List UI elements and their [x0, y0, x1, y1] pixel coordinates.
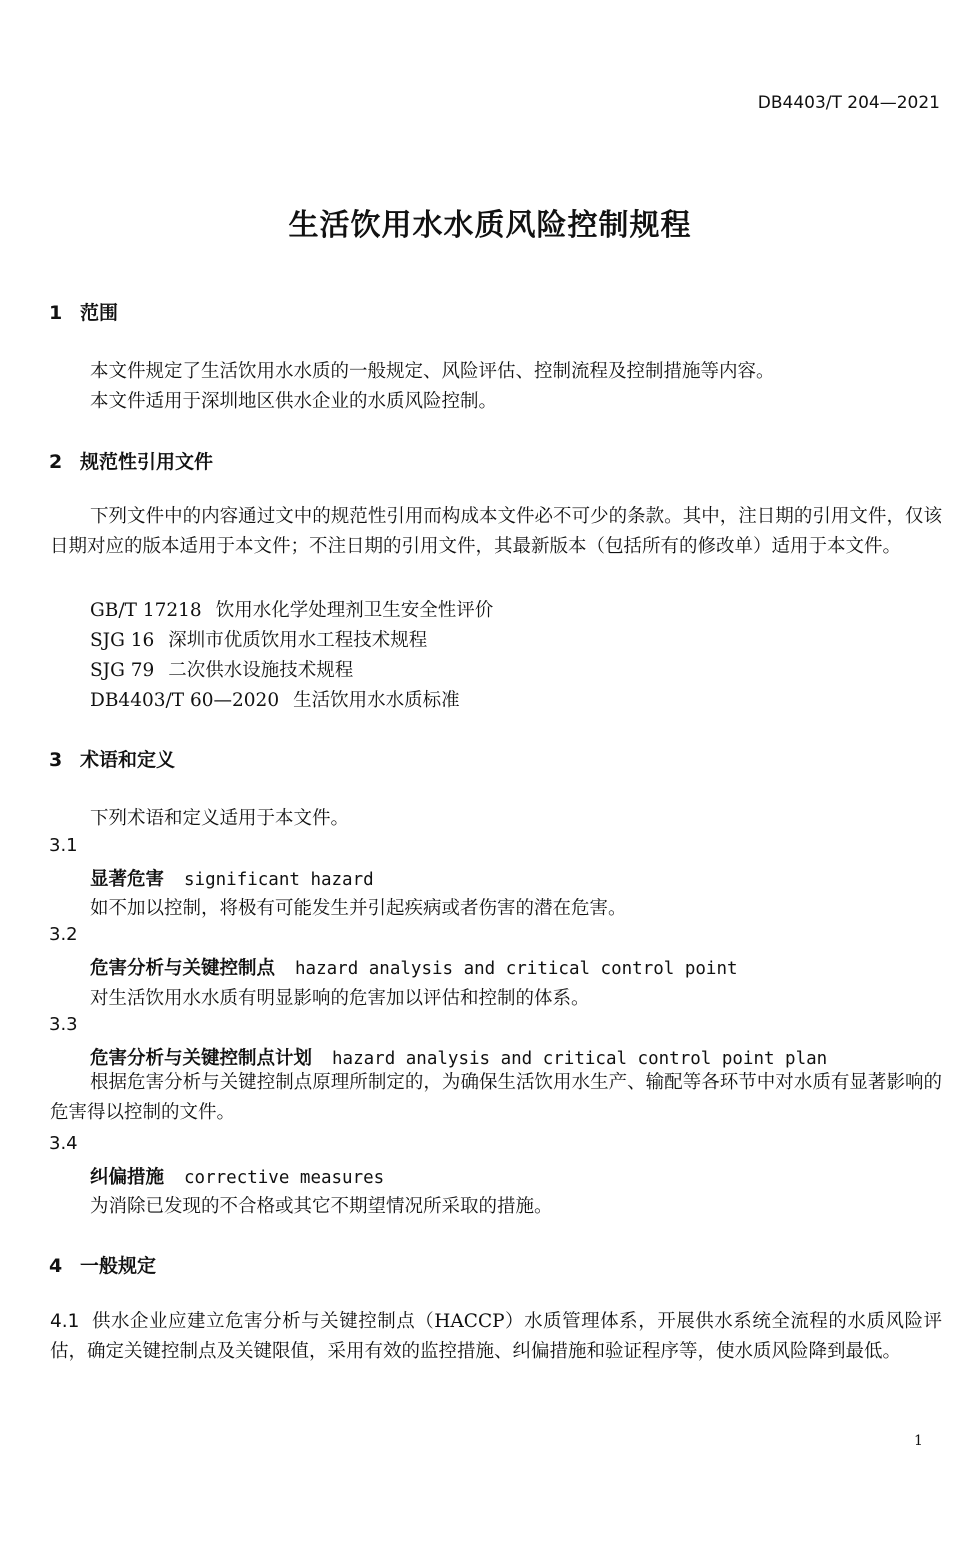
reference-item: [90, 686, 460, 712]
term-english: hazard analysis and critical control point plan: [332, 1049, 828, 1069]
reference-name: 生活饮用水水质标准: [293, 690, 460, 711]
section-2-heading: [49, 447, 213, 474]
term-chinese: 危害分析与关键控制点: [90, 958, 276, 979]
term-number: 3.2: [49, 924, 78, 945]
section-4-heading: [49, 1251, 156, 1278]
reference-code: SJG 79: [90, 660, 155, 681]
reference-code: GB/T 17218: [90, 600, 202, 621]
section-title: 范围: [80, 302, 119, 324]
reference-name: 二次供水设施技术规程: [168, 660, 354, 681]
term-number: 3.1: [49, 835, 78, 856]
reference-name: 深圳市优质饮用水工程技术规程: [168, 630, 428, 651]
term-definition: 为消除已发现的不合格或其它不期望情况所采取的措施。: [90, 1196, 553, 1217]
paragraph: 下列术语和定义适用于本文件。: [90, 808, 350, 829]
section-number: 2: [49, 451, 63, 473]
term-entry: [90, 865, 374, 891]
section-title: 一般规定: [80, 1255, 157, 1277]
term-english: hazard analysis and critical control point: [295, 959, 738, 979]
term-entry: [90, 1163, 384, 1189]
section-3-heading: [49, 745, 175, 772]
reference-item: [90, 656, 353, 682]
term-english: significant hazard: [184, 870, 374, 890]
term-english: corrective measures: [184, 1168, 385, 1188]
term-number: 3.4: [49, 1133, 78, 1154]
term-number: 3.3: [49, 1014, 78, 1035]
term-chinese: 显著危害: [90, 869, 165, 890]
reference-item: [90, 596, 493, 622]
paragraph: 本文件规定了生活饮用水水质的一般规定、风险评估、控制流程及控制措施等内容。: [90, 361, 775, 382]
section-number: 3: [49, 749, 63, 771]
section-1-heading: [49, 298, 118, 325]
section-number: 1: [49, 302, 63, 324]
reference-code: DB4403/T 60—2020: [90, 690, 280, 711]
reference-code: SJG 16: [90, 630, 155, 651]
clause-text: 供水企业应建立危害分析与关键控制点（HACCP）水质管理体系，开展供水系统全流程的水质风险评估，确定关键控制点及关键限值，采用有效的监控措施、纠偏措施和验证程序等，使水质风险降到最低。: [50, 1311, 942, 1362]
reference-name: 饮用水化学处理剂卫生安全性评价: [215, 600, 494, 621]
term-entry: [90, 1044, 827, 1070]
term-definition: 根据危害分析与关键控制点原理所制定的，为确保生活饮用水生产、输配等各环节中对水质有显著影响的危害得以控制的文件。: [50, 1072, 942, 1123]
section-title: 规范性引用文件: [80, 451, 214, 473]
term-entry: [90, 954, 738, 980]
section-number: 4: [49, 1255, 63, 1277]
paragraph: 本文件适用于深圳地区供水企业的水质风险控制。: [90, 391, 498, 412]
reference-item: [90, 626, 427, 652]
standard-code: DB4403/T 204—2021: [757, 93, 940, 113]
clause-4-1: [50, 1307, 942, 1367]
section-title: 术语和定义: [80, 749, 176, 771]
paragraph: 下列文件中的内容通过文中的规范性引用而构成本文件必不可少的条款。其中，注日期的引用文件，仅该日期对应的版本适用于本文件；不注日期的引用文件，其最新版本（包括所有的修改单）适用于本文件。: [50, 506, 942, 557]
document-title: 生活饮用水水质风险控制规程: [288, 208, 692, 243]
term-definition: 如不加以控制，将极有可能发生并引起疾病或者伤害的潜在危害。: [90, 898, 627, 919]
term-chinese: 纠偏措施: [90, 1167, 165, 1188]
clause-number: 4.1: [50, 1311, 80, 1332]
term-definition: 对生活饮用水水质有明显影响的危害加以评估和控制的体系。: [90, 988, 590, 1009]
term-chinese: 危害分析与关键控制点计划: [90, 1048, 313, 1069]
page-number: 1: [914, 1433, 923, 1449]
